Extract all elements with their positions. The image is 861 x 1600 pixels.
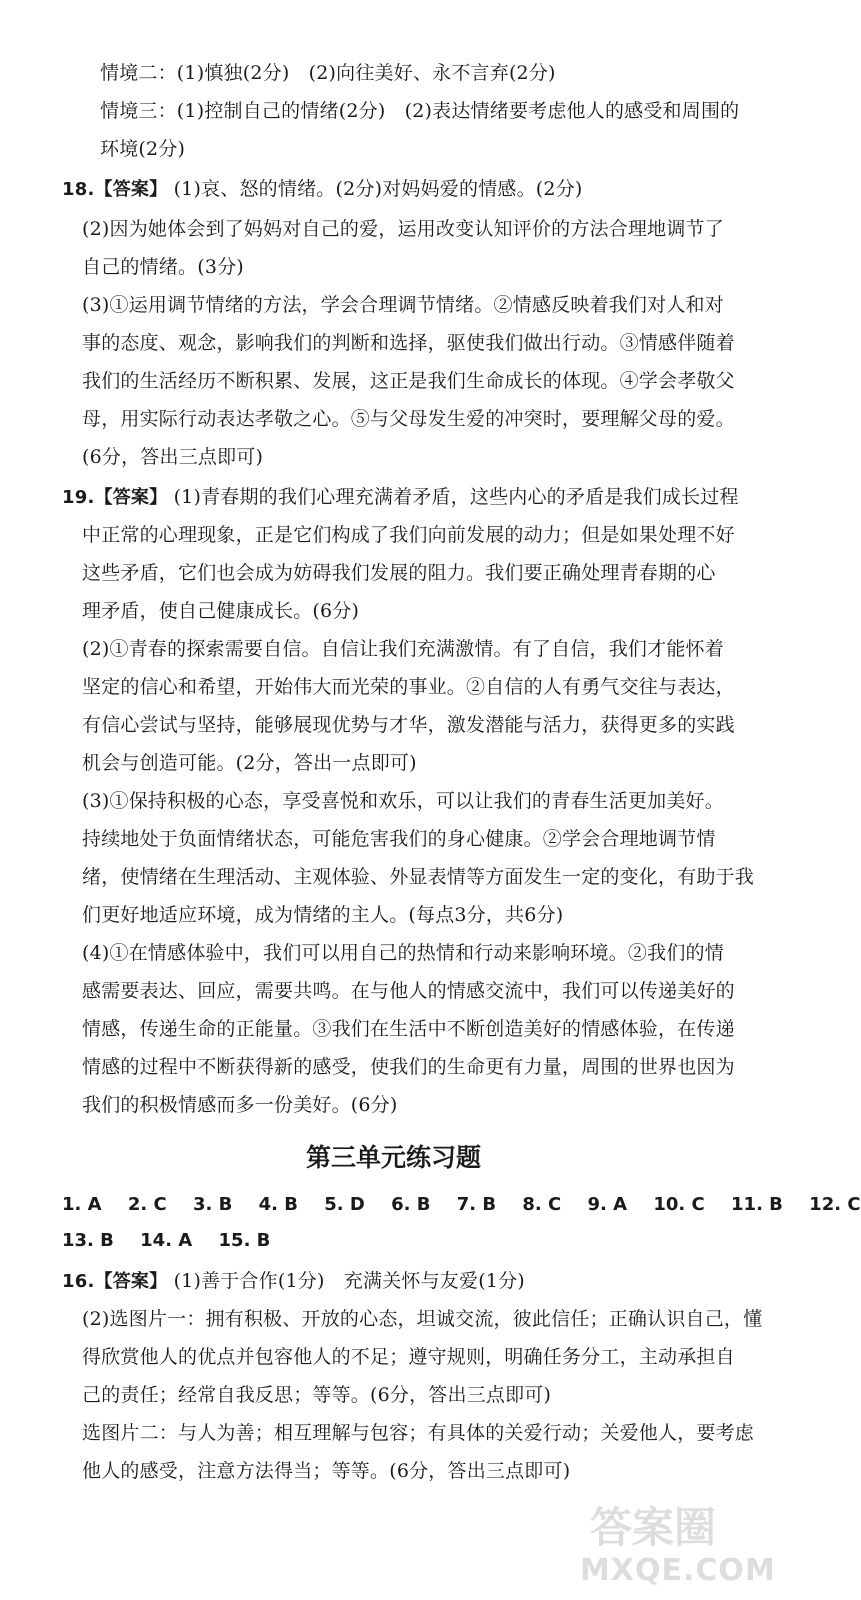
question-number: 16. [62, 1271, 95, 1292]
multiple-choice-row-1 [62, 1192, 861, 1218]
text-line: 他人的感受，注意方法得当；等等。(6分，答出三点即可) [82, 1460, 571, 1482]
mc-answer: 10. C [653, 1194, 705, 1215]
mc-answer: 13. B [62, 1230, 114, 1251]
site-watermark [580, 1495, 780, 1595]
text-line: 得欣赏他人的优点并包容他人的不足；遵守规则，明确任务分工，主动承担自 [82, 1346, 735, 1368]
text-span: (1)哀、怒的情绪。(2分)对妈妈爱的情感。(2分) [173, 178, 583, 200]
text-line: 我们的积极情感而多一份美好。(6分) [82, 1094, 398, 1116]
section-title: 第三单元练习题 [305, 1143, 481, 1172]
watermark-url: MXQE.COM [580, 1553, 776, 1588]
text-line: 己的责任；经常自我反思；等等。(6分，答出三点即可) [82, 1384, 552, 1406]
mc-answer: 11. B [731, 1194, 783, 1215]
text-line: 绪，使情绪在生理活动、主观体验、外显表情等方面发生一定的变化，有助于我 [82, 866, 755, 888]
mc-answer: 12. C [809, 1194, 861, 1215]
question-18-answer [62, 176, 583, 203]
mc-answer: 4. B [258, 1194, 298, 1215]
text-line: 母，用实际行动表达孝敬之心。⑤与父母发生爱的冲突时，要理解父母的爱。 [82, 408, 735, 430]
text-line: 有信心尝试与坚持，能够展现优势与才华，激发潜能与活力，获得更多的实践 [82, 714, 735, 736]
mc-answer: 9. A [587, 1194, 628, 1215]
text-line: 选图片二：与人为善；相互理解与包容；有具体的关爱行动；关爱他人，要考虑 [82, 1422, 755, 1444]
mc-answer: 5. D [324, 1194, 365, 1215]
text-line: 自己的情绪。(3分) [82, 256, 244, 278]
text-line: 事的态度、观念，影响我们的判断和选择，驱使我们做出行动。③情感伴随着 [82, 332, 735, 354]
text-line: (3)①运用调节情绪的方法，学会合理调节情绪。②情感反映着我们对人和对 [82, 294, 724, 316]
text-line: 我们的生活经历不断积累、发展，这正是我们生命成长的体现。④学会孝敬父 [82, 370, 735, 392]
answer-tag: 【答案】 [94, 1271, 168, 1292]
multiple-choice-row-2 [62, 1228, 290, 1254]
question-number: 18. [62, 179, 95, 200]
mc-answer: 6. B [391, 1194, 431, 1215]
text-line: 坚定的信心和希望，开始伟大而光荣的事业。②自信的人有勇气交往与表达， [82, 676, 735, 698]
text-line: (2)选图片一：拥有积极、开放的心态，坦诚交流，彼此信任；正确认识自己，懂 [82, 1308, 763, 1330]
mc-answer: 1. A [62, 1194, 102, 1215]
question-19-answer [62, 484, 739, 511]
text-line: (6分，答出三点即可) [82, 446, 264, 468]
mc-answer: 8. C [522, 1194, 562, 1215]
text-line: (2)①青春的探索需要自信。自信让我们充满激情。有了自信，我们才能怀着 [82, 638, 724, 660]
text-line: (2)因为她体会到了妈妈对自己的爱，运用改变认知评价的方法合理地调节了 [82, 218, 724, 240]
text-line: (3)①保持积极的心态，享受喜悦和欢乐，可以让我们的青春生活更加美好。 [82, 790, 724, 812]
mc-answer: 2. C [127, 1194, 167, 1215]
question-16-answer [62, 1268, 525, 1295]
text-line: 情感，传递生命的正能量。③我们在生活中不断创造美好的情感体验，在传递 [82, 1018, 735, 1040]
answer-tag: 【答案】 [94, 179, 168, 200]
mc-answer: 3. B [192, 1194, 233, 1215]
text-span: (1)青春期的我们心理充满着矛盾，这些内心的矛盾是我们成长过程 [173, 486, 739, 508]
text-line: 机会与创造可能。(2分，答出一点即可) [82, 752, 417, 774]
answer-tag: 【答案】 [94, 487, 168, 508]
text-line: 情感的过程中不断获得新的感受，使我们的生命更有力量，周围的世界也因为 [82, 1056, 735, 1078]
text-span: (1)善于合作(1分) 充满关怀与友爱(1分) [173, 1270, 525, 1292]
text-line: 持续地处于负面情绪状态，可能危害我们的身心健康。②学会合理地调节情 [82, 828, 716, 850]
text-line: 情境二：(1)慎独(2分) (2)向往美好、永不言弃(2分) [100, 62, 556, 84]
question-number: 19. [62, 487, 95, 508]
mc-answer: 14. A [140, 1230, 193, 1251]
text-line: 理矛盾，使自己健康成长。(6分) [82, 600, 360, 622]
text-line: 这些矛盾，它们也会成为妨碍我们发展的阻力。我们要正确处理青春期的心 [82, 562, 716, 584]
watermark-logo-text: 答案圈 [590, 1503, 717, 1552]
text-line: 们更好地适应环境，成为情绪的主人。(每点3分，共6分) [82, 904, 564, 926]
text-line: 情境三：(1)控制自己的情绪(2分) (2)表达情绪要考虑他人的感受和周围的 [100, 100, 740, 122]
mc-answer: 7. B [456, 1194, 497, 1215]
mc-answer: 15. B [218, 1230, 271, 1251]
text-line: (4)①在情感体验中，我们可以用自己的热情和行动来影响环境。②我们的情 [82, 942, 724, 964]
text-line: 中正常的心理现象，正是它们构成了我们向前发展的动力；但是如果处理不好 [82, 524, 735, 546]
text-line: 感需要表达、回应，需要共鸣。在与他人的情感交流中，我们可以传递美好的 [82, 980, 735, 1002]
text-line: 环境(2分) [100, 138, 186, 160]
